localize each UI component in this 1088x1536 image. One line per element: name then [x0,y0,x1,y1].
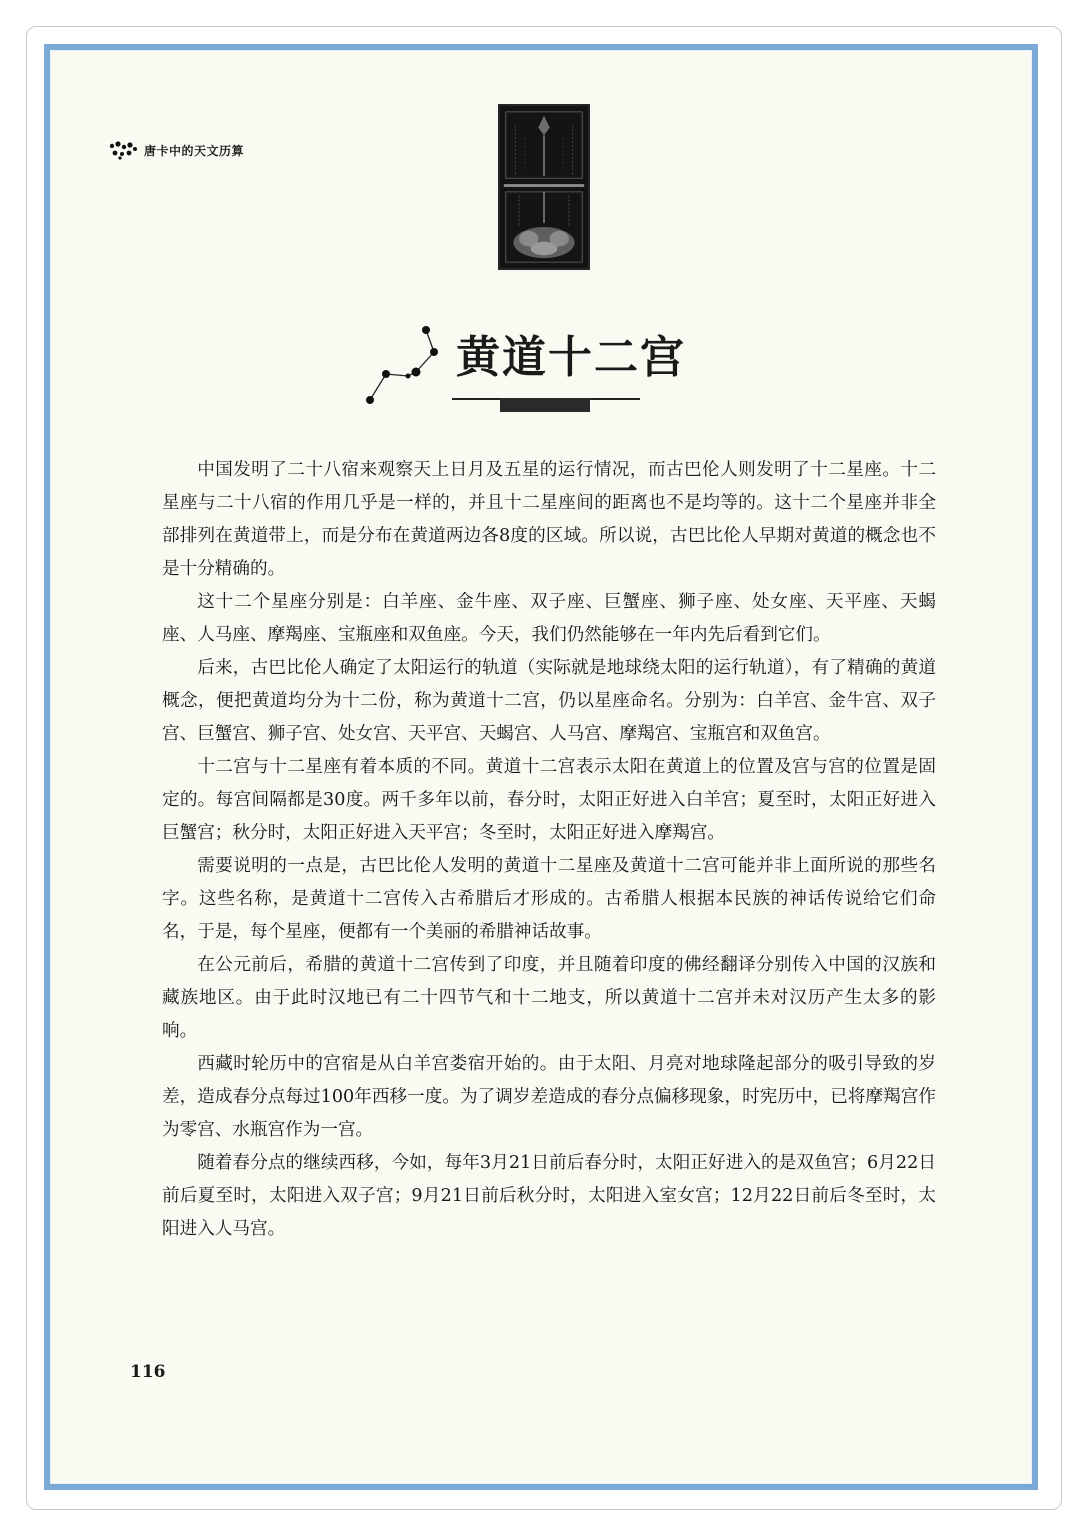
thangka-image [498,104,590,270]
paragraph: 西藏时轮历中的宫宿是从白羊宫娄宿开始的。由于太阳、月亮对地球隆起部分的吸引导致的岁差，造成春分点每过100年西移一度。为了调岁差造成的春分点偏移现象，时宪历中，已将摩羯宫作为零宫、水瓶宫作为一宫。 [162,1054,936,1140]
paragraph: 十二宫与十二星座有着本质的不同。黄道十二宫表示太阳在黄道上的位置及宫与宫的位置是固定的。每宫间隔都是30度。两千多年以前，春分时，太阳正好进入白羊宫；夏至时，太阳正好进入巨蟹宫；秋分时，太阳正好进入天平宫；冬至时，太阳正好进入摩羯宫。 [162,757,936,843]
chapter-title: 黄道十二宫 [456,332,686,383]
paragraph: 需要说明的一点是，古巴比伦人发明的黄道十二星座及黄道十二宫可能并非上面所说的那些名字。这些名称，是黄道十二宫传入古希腊后才形成的。古希腊人根据本民族的神话传说给它们命名，于是，每个星座，便都有一个美丽的希腊神话故事。 [162,856,936,942]
paragraph: 随着春分点的继续西移，今如，每年3月21日前后春分时，太阳正好进入的是双鱼宫；6月22日前后夏至时，太阳进入双子宫；9月21日前后秋分时，太阳进入室女宫；12月22日前后冬至时，太阳进入人马宫。 [162,1153,936,1239]
title-underline-bar [500,398,590,412]
constellation-icon [360,320,450,410]
running-title: 唐卡中的天文历算 [144,143,245,158]
paragraph: 在公元前后，希腊的黄道十二宫传到了印度，并且随着印度的佛经翻译分别传入中国的汉族和藏族地区。由于此时汉地已有二十四节气和十二地支，所以黄道十二宫并未对汉历产生太多的影响。 [162,955,936,1041]
running-header [108,140,244,160]
paragraph: 中国发明了二十八宿来观察天上日月及五星的运行情况，而古巴伦人则发明了十二星座。十二星座与二十八宿的作用几乎是一样的，并且十二星座间的距离也不是均等的。这十二个星座并非全部排列在黄道带上，而是分布在黄道两边各8度的区域。所以说，古巴比伦人早期对黄道的概念也不是十分精确的。 [162,460,936,579]
body-text [162,454,936,1246]
paragraph: 后来，古巴比伦人确定了太阳运行的轨道（实际就是地球绕太阳的运行轨道），有了精确的黄道概念，便把黄道均分为十二份，称为黄道十二宫，仍以星座命名。分别为：白羊宫、金牛宫、双子宫、巨蟹宫、狮子宫、处女宫、天平宫、天蝎宫、人马宫、摩羯宫、宝瓶宫和双鱼宫。 [162,658,936,744]
paragraph: 这十二个星座分别是：白羊座、金牛座、双子座、巨蟹座、狮子座、处女座、天平座、天蝎座、人马座、摩羯座、宝瓶座和双鱼座。今天，我们仍然能够在一年内先后看到它们。 [162,592,936,645]
header-ornament-icon [108,140,138,160]
page-number: 116 [130,1362,166,1382]
